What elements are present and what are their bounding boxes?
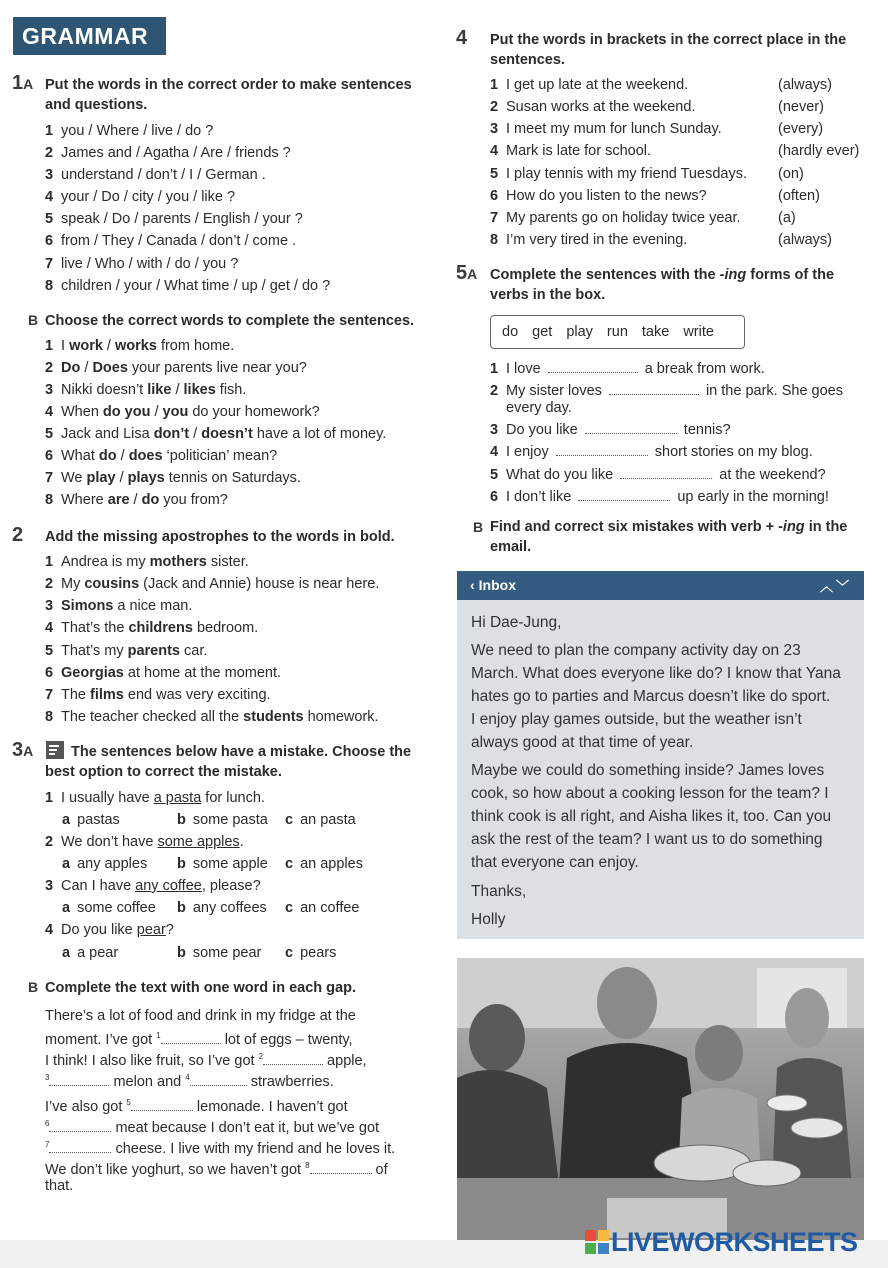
item-text: Jack and Lisa [61, 426, 154, 442]
option-choice[interactable]: does [128, 448, 163, 464]
section-4-number: 4 [456, 27, 468, 49]
item-text: That’s the [61, 620, 129, 636]
list-item [45, 358, 307, 378]
option-text: any coffees [192, 900, 267, 916]
gap-1-input[interactable] [161, 1032, 221, 1044]
option-choice[interactable]: work [69, 338, 103, 354]
answer-gap-input[interactable] [609, 383, 699, 395]
item-number: 4 [45, 620, 54, 636]
option-text: any apples [77, 856, 148, 872]
item-number: 3 [45, 878, 54, 894]
option-text: pears [300, 945, 337, 961]
item-text: (Jack and Annie) house is near here. [139, 576, 380, 592]
email-line: think cook is all right, and Aisha likes it, too. Can you [471, 808, 832, 825]
item-number: 8 [490, 232, 499, 248]
word-box-item: get [532, 324, 553, 340]
option-text: an pasta [300, 812, 356, 828]
item-text: ? [165, 922, 174, 938]
item-text: speak / Do / parents / English / your ? [61, 211, 303, 227]
item-text: I enjoy [506, 444, 553, 460]
option-text: some pear [192, 945, 262, 961]
option-letter: c [285, 856, 294, 872]
answer-option[interactable] [62, 943, 118, 963]
item-number: 6 [45, 233, 54, 249]
item-text: ‘politician’ mean? [162, 448, 278, 464]
underlined-mistake: pear [136, 922, 166, 938]
gap-7-input[interactable] [49, 1141, 111, 1153]
email-line: that everyone can enjoy. [471, 854, 639, 871]
section-5a-instruction: Complete the sentences with the -ing forms of the verbs in the box. [490, 267, 835, 303]
separator: / [129, 492, 142, 508]
list-item [45, 143, 291, 163]
list-item [45, 641, 207, 661]
item-number: 2 [45, 576, 54, 592]
item-text: When [61, 404, 103, 420]
item-number: 8 [45, 709, 54, 725]
email-line: We need to plan the company activity day on 23 [471, 642, 801, 659]
list-item [45, 380, 246, 400]
item-text: Susan works at the weekend. [506, 99, 696, 115]
item-text: a nice man. [113, 598, 193, 614]
item-text: a break from work. [640, 361, 765, 377]
option-choice[interactable]: like [147, 382, 172, 398]
item-number: 5 [45, 643, 54, 659]
item-text: I meet my mum for lunch Sunday. [506, 121, 722, 137]
bold-word[interactable]: students [243, 709, 304, 725]
list-item [490, 465, 826, 485]
answer-option[interactable] [62, 854, 147, 874]
option-text: an apples [300, 856, 363, 872]
email-panel [457, 571, 864, 939]
item-number: 5 [45, 426, 54, 442]
item-number: 7 [45, 256, 54, 272]
list-item [45, 707, 379, 727]
option-text: some apple [192, 856, 268, 872]
gap-3-input[interactable] [49, 1074, 109, 1086]
item-continuation: every day. [506, 400, 572, 416]
bold-word[interactable]: Georgias [61, 665, 124, 681]
item-text: tennis on Saturdays. [164, 470, 301, 486]
list-item [45, 231, 296, 251]
bracket-hint: (on) [778, 166, 804, 182]
item-text: understand / don’t / I / German . [61, 167, 266, 183]
item-text: The [61, 687, 91, 703]
answer-option[interactable] [62, 898, 156, 918]
list-item [490, 208, 741, 228]
option-letter: b [177, 856, 186, 872]
answer-option[interactable] [177, 943, 261, 963]
email-header-bar [457, 571, 864, 600]
gap-4-input[interactable] [190, 1074, 247, 1086]
item-number: 8 [45, 492, 54, 508]
separator: / [150, 404, 163, 420]
list-item [490, 164, 747, 184]
item-number: 3 [490, 422, 499, 438]
word-box-item: take [641, 324, 670, 340]
item-text: What do you like [506, 467, 618, 483]
item-text: at the weekend? [715, 467, 826, 483]
item-number: 1 [490, 361, 499, 377]
item-text: I [61, 338, 70, 354]
email-line: always good at that time of year. [471, 734, 694, 751]
word-box-item: run [606, 324, 628, 340]
list-item [45, 424, 386, 444]
bold-word[interactable]: Simons [61, 598, 114, 614]
answer-option[interactable] [62, 810, 120, 830]
list-item [45, 574, 379, 594]
item-text: I get up late at the weekend. [506, 77, 689, 93]
inbox-label: Inbox [478, 577, 517, 593]
item-number: 1 [45, 123, 54, 139]
list-item [45, 490, 228, 510]
word-box-item: do [502, 324, 519, 340]
list-item [45, 209, 303, 229]
item-number: 3 [45, 598, 54, 614]
separator: / [80, 360, 93, 376]
option-choice[interactable]: Do [61, 360, 81, 376]
separator: / [115, 470, 128, 486]
item-number: 1 [45, 790, 54, 806]
section-4-instruction: Put the words in brackets in the correct place in the sentences. [490, 32, 847, 68]
item-number: 3 [45, 167, 54, 183]
section-1-number: 1A [12, 72, 34, 94]
bracket-hint: (always) [778, 232, 832, 248]
item-text: you from? [159, 492, 228, 508]
item-text: That’s my [61, 643, 128, 659]
item-text: end was very exciting. [123, 687, 271, 703]
item-text: My [61, 576, 85, 592]
option-choice[interactable]: play [86, 470, 116, 486]
option-choice[interactable]: don’t [153, 426, 190, 442]
section-3b-label: B [28, 979, 39, 995]
list-item [45, 663, 281, 683]
bracket-hint: (a) [778, 210, 796, 226]
item-text: you / Where / live / do ? [61, 123, 214, 139]
option-text: a pear [77, 945, 119, 961]
option-choice[interactable]: plays [127, 470, 165, 486]
answer-gap-input[interactable] [585, 422, 677, 434]
bracket-hint: (every) [778, 121, 824, 137]
item-text: do your homework? [188, 404, 320, 420]
option-text: some coffee [77, 900, 156, 916]
option-choice[interactable]: works [115, 338, 157, 354]
list-item [490, 119, 722, 139]
option-letter: b [177, 900, 186, 916]
item-text: live / Who / with / do / you ? [61, 256, 239, 272]
option-letter: a [62, 812, 71, 828]
list-item [45, 165, 266, 185]
answer-option[interactable] [177, 854, 268, 874]
list-item [490, 359, 765, 379]
option-letter: c [285, 945, 294, 961]
item-number: 5 [490, 467, 499, 483]
list-item [45, 187, 235, 207]
bracket-hint: (never) [778, 99, 824, 115]
bold-word[interactable]: mothers [149, 554, 207, 570]
item-text: sister. [206, 554, 249, 570]
option-choice[interactable]: doesn’t [201, 426, 253, 442]
item-text: car. [180, 643, 208, 659]
item-text: Do you like [61, 922, 137, 938]
item-number: 4 [45, 189, 54, 205]
up-down-chevron-icon[interactable]: ︿﹀ [819, 579, 852, 594]
option-choice[interactable]: likes [183, 382, 216, 398]
item-text: up early in the morning! [673, 489, 829, 505]
item-text: from home. [156, 338, 235, 354]
answer-option[interactable] [285, 943, 336, 963]
section-1b-instruction: Choose the correct words to complete the sentences. [45, 313, 415, 329]
item-number: 2 [490, 383, 499, 399]
underlined-mistake: any coffee [135, 878, 202, 894]
bracket-hint: (hardly ever) [778, 143, 860, 159]
item-number: 4 [45, 404, 54, 420]
item-text: in the park. She goes [701, 383, 843, 399]
list-item [45, 618, 258, 638]
list-item [490, 230, 687, 250]
item-text: homework. [303, 709, 379, 725]
item-number: 6 [490, 489, 499, 505]
item-text: We [61, 470, 87, 486]
question-item [45, 788, 265, 808]
item-number: 6 [45, 665, 54, 681]
option-choice[interactable]: do [141, 492, 160, 508]
email-line: cook, so how about a cooking lesson for the team? I [471, 785, 829, 802]
option-letter: c [285, 900, 294, 916]
item-text: I usually have [61, 790, 154, 806]
list-item [490, 487, 829, 507]
email-line: March. What does everyone like do? I know that Yana [471, 665, 841, 682]
list-item [45, 402, 320, 422]
item-text: Can I have [61, 878, 136, 894]
answer-gap-input[interactable] [578, 489, 670, 501]
item-text: bedroom. [192, 620, 259, 636]
underlined-mistake: a pasta [153, 790, 202, 806]
gap-2-input[interactable] [263, 1053, 323, 1065]
verb-word-box [490, 315, 745, 349]
list-item [490, 186, 707, 206]
bold-word[interactable]: films [90, 687, 124, 703]
list-item [45, 552, 249, 572]
email-line: ask the rest of the team? I want us to do something [471, 831, 823, 848]
bracket-hint: (always) [778, 77, 832, 93]
item-text: Nikki doesn’t [61, 382, 148, 398]
answer-gap-input[interactable] [620, 467, 712, 479]
option-choice[interactable]: do you [102, 404, 151, 420]
list-item [45, 446, 277, 466]
bracket-hint: (often) [778, 188, 820, 204]
list-item [490, 442, 813, 462]
section-2-number: 2 [12, 524, 24, 546]
gap-6-input[interactable] [49, 1120, 111, 1132]
item-number: 7 [45, 687, 54, 703]
back-chevron-icon[interactable]: ‹ [470, 577, 475, 593]
item-text: your / Do / city / you / like ? [61, 189, 236, 205]
underlined-mistake: some apples [157, 834, 240, 850]
list-item [45, 276, 330, 296]
item-text: We don’t have [61, 834, 158, 850]
item-text: My sister loves [506, 383, 606, 399]
email-line: Maybe we could do something inside? James loves [471, 762, 825, 779]
item-text: James and / Agatha / Are / friends ? [61, 145, 291, 161]
option-letter: b [177, 945, 186, 961]
item-number: 3 [45, 382, 54, 398]
item-number: 7 [490, 210, 499, 226]
list-item [490, 420, 731, 440]
item-number: 8 [45, 278, 54, 294]
option-choice[interactable]: you [162, 404, 189, 420]
option-text: an coffee [300, 900, 360, 916]
email-line: hates go to parties and Marcus doesn’t like do sport. [471, 688, 831, 705]
option-text: some pasta [192, 812, 268, 828]
item-number: 5 [490, 166, 499, 182]
list-item [45, 596, 192, 616]
list-item [490, 97, 695, 117]
item-text: How do you listen to the news? [506, 188, 707, 204]
list-item [45, 254, 238, 274]
question-item [45, 876, 261, 896]
liveworksheets-watermark: LIVEWORKSHEETS [585, 1227, 858, 1258]
item-text: Do you like [506, 422, 582, 438]
answer-option[interactable] [177, 898, 267, 918]
grammar-title: GRAMMAR [13, 17, 166, 55]
list-item [45, 121, 213, 141]
cooking-class-photo [457, 958, 864, 1249]
gap-5-input[interactable] [131, 1099, 193, 1111]
item-text: I don’t like [506, 489, 576, 505]
word-box-item: play [566, 324, 593, 340]
item-text: short stories on my blog. [650, 444, 813, 460]
item-number: 4 [490, 444, 499, 460]
bold-word[interactable]: cousins [84, 576, 140, 592]
section-2-instruction: Add the missing apostrophes to the words in bold. [45, 529, 395, 545]
section-3a-instruction: The sentences below have a mistake. Choose the best option to correct the mistake. [45, 744, 412, 780]
answer-option[interactable] [285, 898, 359, 918]
option-letter: a [62, 945, 71, 961]
item-text: from / They / Canada / don’t / come . [61, 233, 297, 249]
item-number: 2 [45, 834, 54, 850]
item-text: . [239, 834, 244, 850]
list-item [490, 75, 688, 95]
answer-option[interactable] [285, 854, 363, 874]
section-1b-label: B [28, 312, 39, 328]
item-number: 4 [45, 922, 54, 938]
answer-option[interactable] [285, 810, 356, 830]
separator: / [116, 448, 129, 464]
list-item [45, 336, 234, 356]
item-text: Where [61, 492, 108, 508]
gap-8-input[interactable] [310, 1162, 372, 1174]
option-letter: c [285, 812, 294, 828]
item-number: 6 [45, 448, 54, 464]
answer-option[interactable] [177, 810, 268, 830]
item-text: have a lot of money. [252, 426, 387, 442]
bold-word[interactable]: parents [127, 643, 180, 659]
section-5b-label: B [473, 519, 484, 535]
email-line: Thanks, [471, 883, 527, 900]
item-number: 2 [45, 145, 54, 161]
item-text: Andrea is my [61, 554, 150, 570]
item-text: tennis? [679, 422, 731, 438]
item-text: at home at the moment. [123, 665, 282, 681]
section-1a-instruction: Put the words in the correct order to make sentences and questions. [45, 77, 412, 113]
separator: / [102, 338, 115, 354]
item-number: 6 [490, 188, 499, 204]
item-number: 5 [45, 211, 54, 227]
option-choice[interactable]: do [98, 448, 117, 464]
separator: / [171, 382, 184, 398]
item-number: 3 [490, 121, 499, 137]
option-letter: a [62, 900, 71, 916]
item-number: 1 [490, 77, 499, 93]
item-text: Mark is late for school. [506, 143, 652, 159]
option-choice[interactable]: Does [92, 360, 128, 376]
section-3-number: 3A [12, 739, 34, 761]
item-number: 1 [45, 338, 54, 354]
section-3b-instruction: Complete the text with one word in each gap. [45, 980, 356, 996]
item-text: I’m very tired in the evening. [506, 232, 688, 248]
item-text: What [61, 448, 99, 464]
item-text: children / your / What time / up / get / do ? [61, 278, 331, 294]
item-number: 2 [490, 99, 499, 115]
liveworksheets-logo-icon [585, 1230, 609, 1254]
item-number: 1 [45, 554, 54, 570]
answer-gap-input[interactable] [556, 444, 648, 456]
email-line: Holly [471, 911, 506, 928]
option-letter: b [177, 812, 186, 828]
separator: / [189, 426, 202, 442]
item-number: 4 [490, 143, 499, 159]
list-item [45, 685, 271, 705]
option-text: pastas [77, 812, 120, 828]
section-5-number: 5A [456, 262, 478, 284]
item-text: My parents go on holiday twice year. [506, 210, 741, 226]
item-text: I play tennis with my friend Tuesdays. [506, 166, 747, 182]
item-text: , please? [201, 878, 261, 894]
item-text: The teacher checked all the [61, 709, 244, 725]
question-item [45, 920, 174, 940]
email-line: Hi Dae-Jung, [471, 614, 562, 631]
option-choice[interactable]: are [107, 492, 130, 508]
item-text: fish. [215, 382, 247, 398]
option-letter: a [62, 856, 71, 872]
question-item [45, 832, 244, 852]
word-box-item: write [683, 324, 714, 340]
item-number: 2 [45, 360, 54, 376]
item-text: your parents live near you? [127, 360, 307, 376]
item-text: for lunch. [201, 790, 265, 806]
list-item [490, 141, 651, 161]
item-text: I love [506, 361, 545, 377]
item-number: 7 [45, 470, 54, 486]
answer-gap-input[interactable] [548, 361, 638, 373]
list-item [45, 468, 301, 488]
section-5b-instruction: Find and correct six mistakes with verb + -ing in the email. [490, 519, 848, 555]
bold-word[interactable]: childrens [128, 620, 193, 636]
email-line: I enjoy play games outside, but the weather isn’t [471, 711, 802, 728]
